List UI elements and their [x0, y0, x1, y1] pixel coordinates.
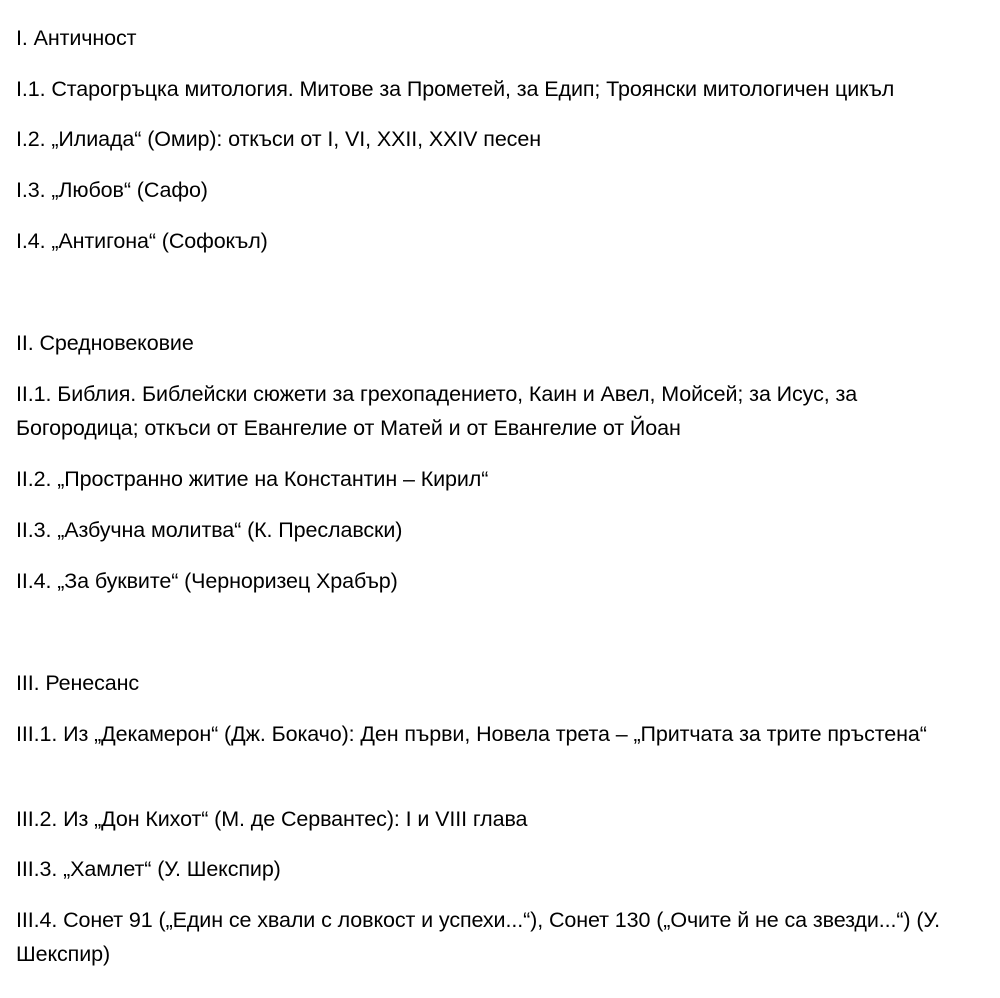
document-page — [16, 0, 996, 998]
list-item: I.2. „Илиада“ (Омир): откъси от I, VI, XXII, XXIV песен — [16, 127, 541, 151]
list-item: II.1. Библия. Библейски сюжети за грехопадението, Каин и Авел, Мойсей; за Исус, за Богородица; откъси от Евангелие от Матей и от Евангелие от Йоан — [16, 382, 858, 440]
list-item: I.1. Старогръцка митология. Митове за Прометей, за Едип; Троянски митологичен цикъл — [16, 77, 895, 101]
list-item: III.2. Из „Дон Кихот“ (М. де Сервантес): I и VIII глава — [16, 807, 528, 831]
list-item: III.1. Из „Декамерон“ (Дж. Бокачо): Ден първи, Новела трета – „Притчата за трите пръстена“ — [16, 722, 927, 746]
list-item: III.3. „Хамлет“ (У. Шекспир) — [16, 857, 281, 881]
list-item: II.3. „Азбучна молитва“ (К. Преславски) — [16, 518, 403, 542]
section-heading-antiquity: I. Античност — [16, 26, 137, 50]
list-item: II.4. „За буквите“ (Черноризец Храбър) — [16, 569, 398, 593]
list-item: III.4. Сонет 91 („Един се хвали с ловкост и успехи...“), Сонет 130 („Очите й не са звезди...“) (У. Шекспир) — [16, 908, 940, 966]
list-item: I.3. „Любов“ (Сафо) — [16, 178, 208, 202]
section-heading-renaissance: III. Ренесанс — [16, 671, 140, 695]
list-item: II.2. „Пространно житие на Константин – Кирил“ — [16, 467, 489, 491]
section-heading-middle-ages: II. Средновековие — [16, 331, 194, 355]
list-item: I.4. „Антигона“ (Софокъл) — [16, 229, 268, 253]
